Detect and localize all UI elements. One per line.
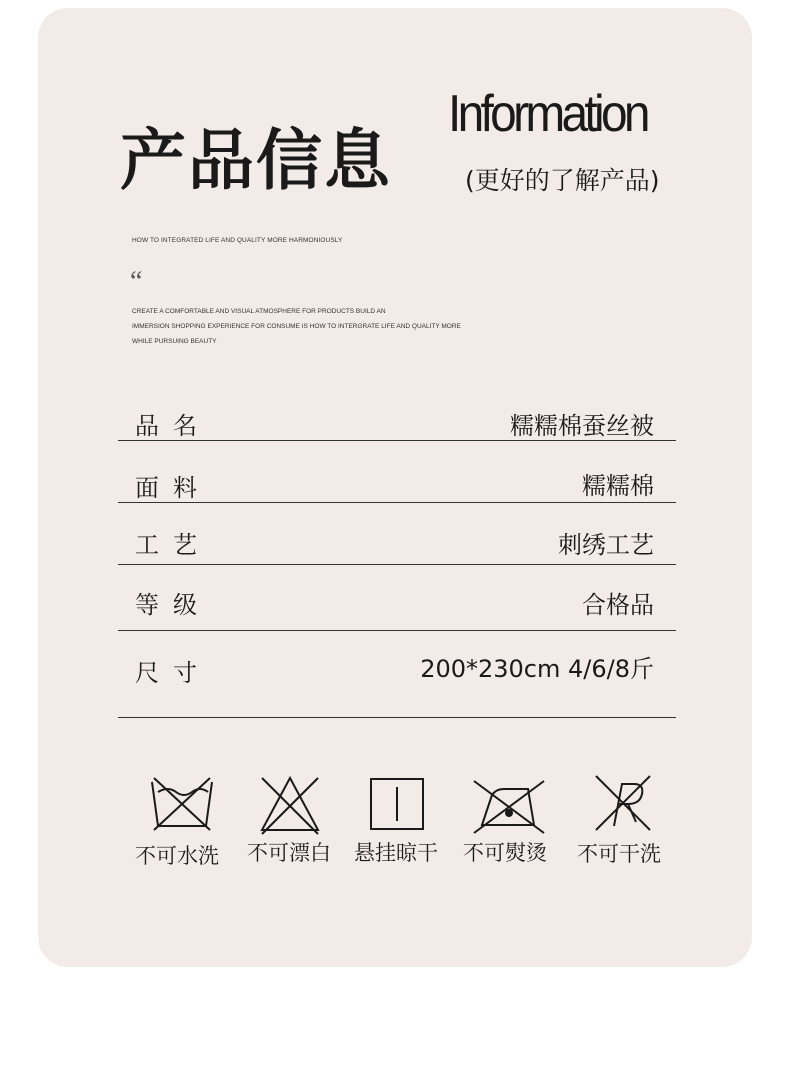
hang-dry-icon — [369, 777, 425, 831]
divider — [118, 502, 676, 503]
no-bleach-icon — [258, 774, 322, 836]
care-label: 不可熨烫 — [463, 841, 547, 865]
spec-label-size: 尺寸 — [135, 659, 211, 687]
care-label: 悬挂晾干 — [354, 841, 438, 865]
english-title: Information — [448, 85, 647, 143]
spec-value-name: 糯糯棉蚕丝被 — [510, 412, 654, 440]
spec-label-name: 品名 — [135, 412, 211, 440]
spec-value-craft: 刺绣工艺 — [558, 531, 654, 559]
divider — [118, 440, 676, 441]
no-iron-icon — [472, 777, 546, 837]
spec-value-fabric: 糯糯棉 — [582, 472, 654, 500]
spec-value-grade: 合格品 — [582, 591, 654, 619]
care-label: 不可水洗 — [135, 844, 219, 868]
no-wash-icon — [148, 772, 218, 836]
divider — [118, 717, 676, 718]
divider — [118, 564, 676, 565]
divider — [118, 630, 676, 631]
care-label: 不可漂白 — [247, 841, 331, 865]
spec-label-craft: 工艺 — [135, 531, 211, 559]
description-line: IMMERSION SHOPPING EXPERIENCE FOR CONSUME IS HOW TO INTERGRATE LIFE AND QUALITY MORE — [132, 323, 461, 330]
description-line: WHILE PURSUING BEAUTY — [132, 338, 217, 345]
spec-label-fabric: 面料 — [135, 474, 211, 502]
no-dry-clean-icon — [590, 772, 656, 834]
spec-value-size: 200*230cm 4/6/8斤 — [420, 655, 654, 683]
quote-icon: “ — [130, 266, 143, 297]
page-title: 产品信息 — [120, 122, 392, 199]
description — [132, 304, 461, 349]
subtitle: (更好的了解产品) — [465, 166, 660, 195]
tagline: HOW TO INTEGRATED LIFE AND QUALITY MORE HARMONIOUSLY — [132, 237, 343, 244]
care-label: 不可干洗 — [577, 842, 661, 866]
spec-label-grade: 等级 — [135, 591, 211, 619]
description-line: CREATE A COMFORTABLE AND VISUAL ATMOSPHERE FOR PRODUCTS BUILD AN — [132, 308, 386, 315]
